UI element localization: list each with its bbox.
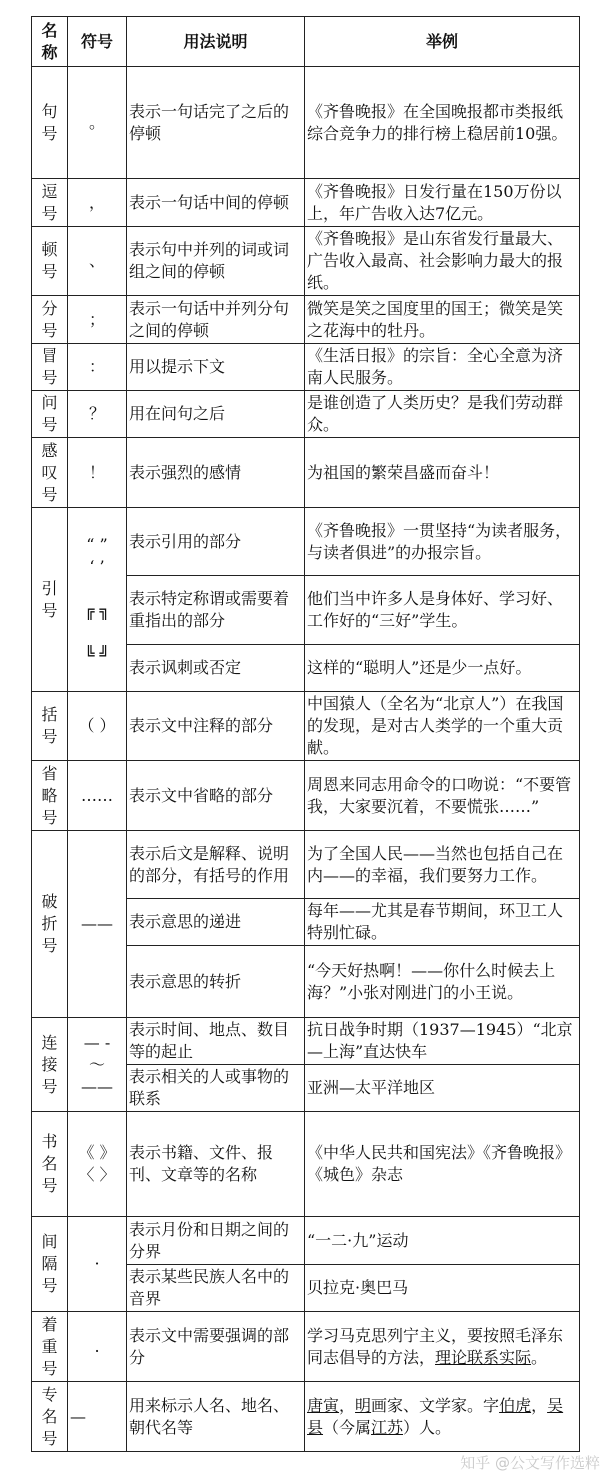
row-symbol: …… xyxy=(68,761,127,831)
header-symbol: 符号 xyxy=(68,17,127,67)
example-text: 学习马克思列宁主义，要按照毛泽东同志倡导的方法， xyxy=(307,1325,564,1367)
punctuation-table xyxy=(31,16,580,1452)
row-example xyxy=(305,1382,580,1452)
header-usage: 用法说明 xyxy=(127,17,305,67)
row-usage: 用来标示人名、地名、朝代名等 xyxy=(127,1382,305,1452)
emphasis-text: 理论联系实际 xyxy=(435,1347,532,1367)
row-symbol: ： xyxy=(68,344,127,391)
row-example: 《齐鲁晚报》日发行量在150万份以上，年广告收入达7亿元。 xyxy=(305,179,580,227)
table-row xyxy=(32,1217,580,1265)
row-usage: 用以提示下文 xyxy=(127,344,305,391)
row-example: 亚洲—太平洋地区 xyxy=(305,1065,580,1112)
row-example: 《中华人民共和国宪法》《齐鲁晚报》《城色》杂志 xyxy=(305,1112,580,1217)
row-example: 这样的“聪明人”还是少一点好。 xyxy=(305,645,580,692)
row-example: 《齐鲁晚报》是山东省发行量最大、广告收入最高、社会影响力最大的报纸。 xyxy=(305,227,580,296)
row-usage: 表示强烈的感情 xyxy=(127,438,305,508)
row-name: 感叹号 xyxy=(32,438,68,508)
row-name: 着重号 xyxy=(32,1312,68,1382)
row-example: 贝拉克·奥巴马 xyxy=(305,1265,580,1312)
row-usage: 表示句中并列的词或词组之间的停顿 xyxy=(127,227,305,296)
table-row xyxy=(32,344,580,391)
table-row xyxy=(32,1382,580,1452)
example-text: 。 xyxy=(531,1347,548,1367)
table-row xyxy=(32,67,580,179)
row-symbol: ， xyxy=(68,179,127,227)
header-example: 举例 xyxy=(305,17,580,67)
row-name: 分号 xyxy=(32,296,68,344)
row-example: 微笑是笑之国度里的国王；微笑是笑之花海中的牡丹。 xyxy=(305,296,580,344)
header-name: 名称 xyxy=(32,17,68,67)
row-symbol: 。 xyxy=(68,67,127,179)
row-usage: 表示一句话完了之后的停顿 xyxy=(127,67,305,179)
row-symbol: · xyxy=(68,1217,127,1312)
row-example: 每年——尤其是春节期间，环卫工人特别忙碌。 xyxy=(305,899,580,946)
row-example: 他们当中许多人是身体好、学习好、工作好的“三好”学生。 xyxy=(305,576,580,645)
row-usage: 表示一句话中间的停顿 xyxy=(127,179,305,227)
example-text: ， xyxy=(531,1395,548,1415)
row-name: 问号 xyxy=(32,391,68,438)
example-text: ， xyxy=(339,1395,356,1415)
row-name: 间隔号 xyxy=(32,1217,68,1312)
row-example xyxy=(305,1312,580,1382)
row-name: 逗号 xyxy=(32,179,68,227)
table-row xyxy=(32,438,580,508)
example-text: ）人。 xyxy=(403,1417,452,1437)
row-name: 破折号 xyxy=(32,831,68,1018)
row-name: 顿号 xyxy=(32,227,68,296)
row-symbol: —— xyxy=(68,831,127,1018)
row-usage: 表示意思的转折 xyxy=(127,946,305,1018)
row-name: 书名号 xyxy=(32,1112,68,1217)
row-example: 为了全国人民——当然也包括自己在内——的幸福，我们要努力工作。 xyxy=(305,831,580,899)
row-usage: 表示某些民族人名中的音界 xyxy=(127,1265,305,1312)
row-symbol: ！ xyxy=(68,438,127,508)
row-usage: 表示意思的递进 xyxy=(127,899,305,946)
row-symbol: ？ xyxy=(68,391,127,438)
proper-noun: 伯虎 xyxy=(499,1395,532,1415)
row-usage: 表示特定称谓或需要着重指出的部分 xyxy=(127,576,305,645)
table-row xyxy=(32,508,580,576)
row-usage: 表示后文是解释、说明的部分，有括号的作用 xyxy=(127,831,305,899)
table-row xyxy=(32,296,580,344)
row-example: 是谁创造了人类历史？是我们劳动群众。 xyxy=(305,391,580,438)
row-symbol: （ ） xyxy=(68,692,127,761)
table-row xyxy=(32,761,580,831)
row-example: 周恩来同志用命令的口吻说：“不要管我，大家要沉着，不要慌张……” xyxy=(305,761,580,831)
example-text: 画家、文学家。字 xyxy=(371,1395,500,1415)
row-name: 句号 xyxy=(32,67,68,179)
row-example: 抗日战争时期（1937—1945）“北京—上海”直达快车 xyxy=(305,1018,580,1065)
table-row xyxy=(32,391,580,438)
table-row xyxy=(32,179,580,227)
row-usage: 表示讽刺或否定 xyxy=(127,645,305,692)
table-row xyxy=(32,1312,580,1382)
proper-noun: 明 xyxy=(355,1395,372,1415)
row-symbol: “ ” ‘ ’ ╔ ╗ ╚ ╝ xyxy=(68,508,127,692)
row-usage: 表示时间、地点、数目等的起止 xyxy=(127,1018,305,1065)
row-symbol: ； xyxy=(68,296,127,344)
watermark: 知乎 @公文写作选粹 xyxy=(460,1454,600,1472)
row-example: 为祖国的繁荣昌盛而奋斗！ xyxy=(305,438,580,508)
row-symbol: 《 》 〈 〉 xyxy=(68,1112,127,1217)
row-symbol: — - ～ —— xyxy=(68,1018,127,1112)
row-example: 《齐鲁晚报》一贯坚持“为读者服务，与读者俱进”的办报宗旨。 xyxy=(305,508,580,576)
row-usage: 表示相关的人或事物的联系 xyxy=(127,1065,305,1112)
row-symbol: 、 xyxy=(68,227,127,296)
row-usage: 表示书籍、文件、报刊、文章等的名称 xyxy=(127,1112,305,1217)
header-row xyxy=(32,17,580,67)
proper-noun: 唐寅 xyxy=(307,1395,340,1415)
row-symbol: — xyxy=(68,1382,127,1452)
row-example: 《生活日报》的宗旨：全心全意为济南人民服务。 xyxy=(305,344,580,391)
row-name: 专名号 xyxy=(32,1382,68,1452)
row-name: 引号 xyxy=(32,508,68,692)
row-name: 省略号 xyxy=(32,761,68,831)
proper-noun: 江苏 xyxy=(371,1417,404,1437)
row-usage: 表示文中需要强调的部分 xyxy=(127,1312,305,1382)
row-example: “一二·九”运动 xyxy=(305,1217,580,1265)
table-row xyxy=(32,1112,580,1217)
row-example: 《齐鲁晚报》在全国晚报都市类报纸综合竞争力的排行榜上稳居前10强。 xyxy=(305,67,580,179)
row-name: 冒号 xyxy=(32,344,68,391)
row-usage: 用在问句之后 xyxy=(127,391,305,438)
row-example: “今天好热啊！——你什么时候去上海？”小张对刚进门的小王说。 xyxy=(305,946,580,1018)
proper-noun: 吴县 xyxy=(307,1395,564,1437)
table-row xyxy=(32,1018,580,1065)
row-symbol: . xyxy=(68,1312,127,1382)
row-name: 连接号 xyxy=(32,1018,68,1112)
row-usage: 表示文中注释的部分 xyxy=(127,692,305,761)
example-text: （今属 xyxy=(323,1417,372,1437)
table-row xyxy=(32,227,580,296)
row-name: 括号 xyxy=(32,692,68,761)
row-usage: 表示月份和日期之间的分界 xyxy=(127,1217,305,1265)
row-usage: 表示文中省略的部分 xyxy=(127,761,305,831)
table-row xyxy=(32,692,580,761)
row-usage: 表示引用的部分 xyxy=(127,508,305,576)
row-usage: 表示一句话中并列分句之间的停顿 xyxy=(127,296,305,344)
row-example: 中国猿人（全名为“北京人”）在我国的发现，是对古人类学的一个重大贡献。 xyxy=(305,692,580,761)
table-row xyxy=(32,831,580,899)
